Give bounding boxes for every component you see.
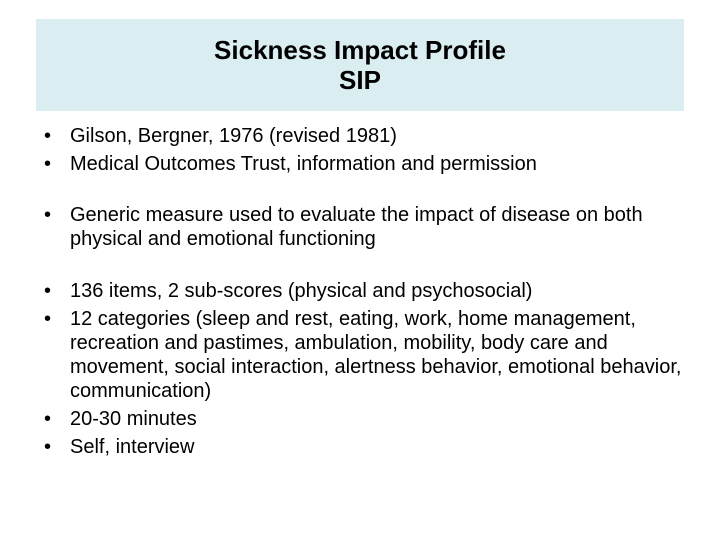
bullet-text: 136 items, 2 sub-scores (physical and psychosocial) xyxy=(70,280,533,302)
bullet-text: Gilson, Bergner, 1976 (revised 1981) xyxy=(70,125,397,147)
bullet-dot-icon: • xyxy=(44,153,52,175)
bullet-item xyxy=(44,279,684,303)
bullet-dot-icon: • xyxy=(44,125,52,147)
bullet-dot-icon: • xyxy=(44,408,52,430)
bullet-text: Medical Outcomes Trust, information and permission xyxy=(70,153,537,175)
bullet-item xyxy=(44,407,684,431)
bullet-dot-icon: • xyxy=(44,280,52,302)
bullet-text: Generic measure used to evaluate the impact of disease on both physical and emotional functioning xyxy=(70,204,643,250)
bullet-text: Self, interview xyxy=(70,436,195,458)
bullet-dot-icon: • xyxy=(44,436,52,458)
bullet-text: 20-30 minutes xyxy=(70,408,197,430)
bullet-text: 12 categories (sleep and rest, eating, work, home management, recreation and pastimes, ambulation, mobility, body care and movement, social interaction, alertness behavior, emotional behavior, communication) xyxy=(70,308,682,402)
bullet-dot-icon: • xyxy=(44,204,52,226)
bullet-dot-icon: • xyxy=(44,308,52,330)
slide-title: Sickness Impact Profile xyxy=(214,35,506,65)
bullet-item xyxy=(44,435,684,459)
slide-subtitle: SIP xyxy=(339,65,381,95)
bullet-item xyxy=(44,203,684,251)
bullet-item xyxy=(44,152,684,176)
slide-title-band xyxy=(36,19,684,111)
bullet-item xyxy=(44,124,684,148)
bullet-item xyxy=(44,307,684,403)
bullet-list xyxy=(44,124,684,459)
